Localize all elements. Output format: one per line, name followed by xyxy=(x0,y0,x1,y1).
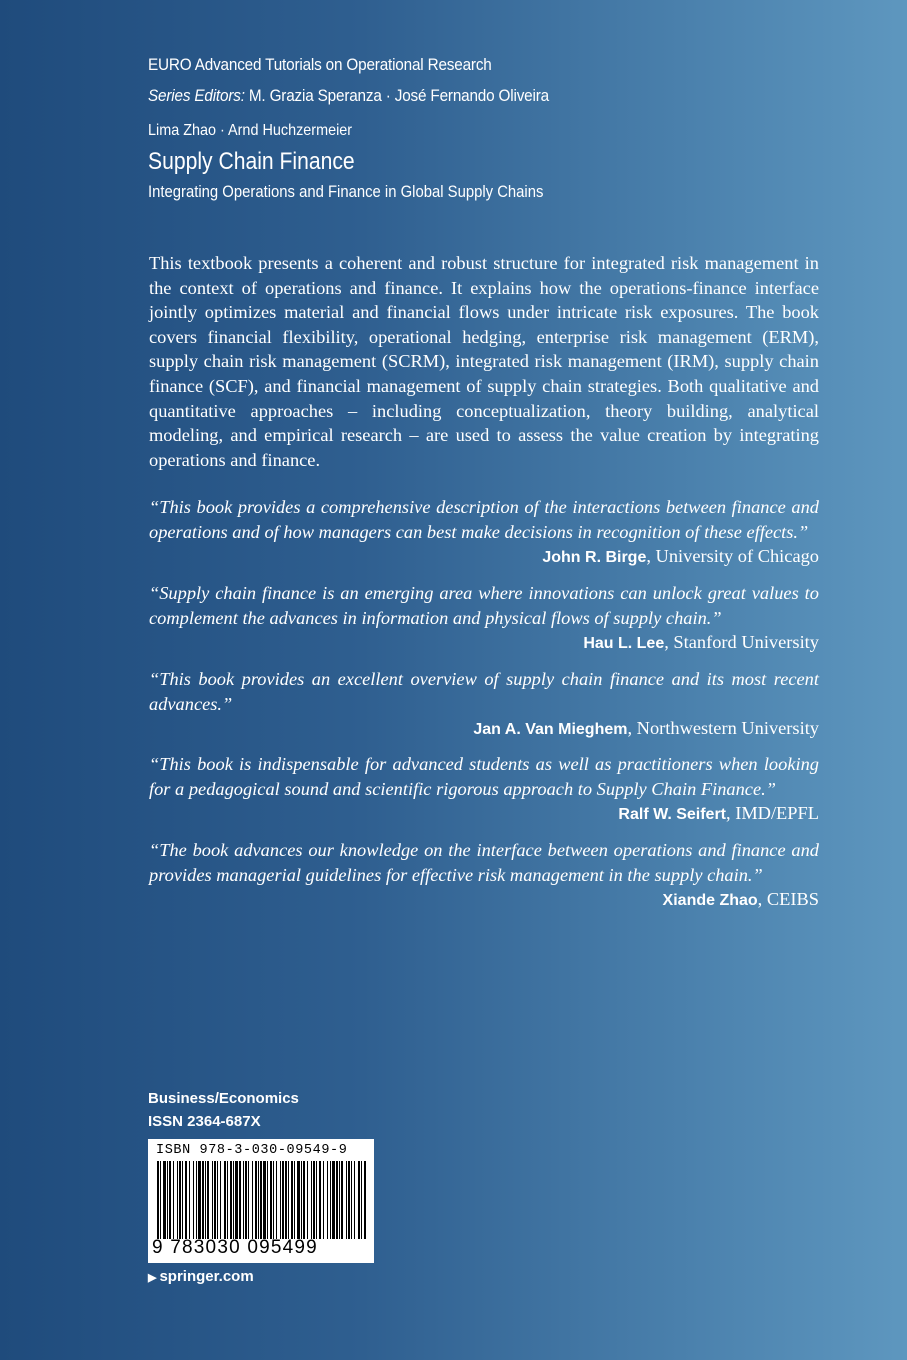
series-editors xyxy=(148,86,549,106)
quote-affiliation: , IMD/EPFL xyxy=(726,803,819,824)
barcode-bar xyxy=(327,1161,328,1239)
quote-attribution xyxy=(149,801,819,828)
barcode-bar xyxy=(351,1161,352,1239)
barcode-bar xyxy=(341,1161,343,1239)
barcode-bar xyxy=(258,1161,259,1239)
series-editors-label: Series Editors: xyxy=(148,86,245,105)
barcode-bar xyxy=(214,1161,216,1239)
barcode-bar xyxy=(361,1161,362,1239)
series-title: EURO Advanced Tutorials on Operational Research xyxy=(148,55,492,74)
isbn-text: ISBN 978-3-030-09549-9 xyxy=(156,1143,348,1158)
quote-text: “The book advances our knowledge on the interface between operations and finance and provides managerial guidelines for effective risk management in the supply chain.” xyxy=(149,840,819,885)
barcode-bar xyxy=(285,1161,287,1239)
barcode-bar xyxy=(217,1161,218,1239)
quote-affiliation: , Northwestern University xyxy=(627,718,819,739)
barcode-bar xyxy=(291,1161,293,1239)
barcode-bar xyxy=(173,1161,174,1239)
barcode-bar xyxy=(177,1161,178,1239)
endorsement-quote xyxy=(149,581,819,657)
barcode-bar xyxy=(354,1161,355,1239)
barcode-bar xyxy=(243,1161,244,1239)
quote-attribution xyxy=(149,544,819,571)
quote-person: John R. Birge xyxy=(542,549,647,567)
barcode-bar xyxy=(294,1161,295,1239)
barcode-bar xyxy=(346,1161,347,1239)
quote-text: “This book provides an excellent overview of supply chain finance and its most recent advances.” xyxy=(149,669,819,714)
barcode-bar xyxy=(202,1161,204,1239)
quote-text: “Supply chain finance is an emerging area where innovations can unlock great values to complement the advances in information and physical flows of supply chain.” xyxy=(149,583,819,628)
barcode-bar xyxy=(239,1161,241,1239)
book-authors: Lima Zhao · Arnd Huchzermeier xyxy=(148,122,353,139)
barcode-bar xyxy=(179,1161,181,1239)
barcode-bar xyxy=(163,1161,166,1239)
quote-affiliation: , University of Chicago xyxy=(646,546,819,567)
publisher-website-text: springer.com xyxy=(159,1268,254,1285)
barcode-bar xyxy=(182,1161,183,1239)
barcode-bar xyxy=(270,1161,272,1239)
quote-person: Jan A. Van Mieghem xyxy=(473,721,628,739)
barcode-bar xyxy=(167,1161,168,1239)
barcode-bar xyxy=(280,1161,281,1239)
barcode-bar xyxy=(319,1161,321,1239)
barcode-bar xyxy=(263,1161,266,1239)
barcode-bar xyxy=(157,1161,159,1239)
quote-person: Xiande Zhao xyxy=(662,892,758,910)
endorsement-quote xyxy=(149,838,819,914)
quote-person: Hau L. Lee xyxy=(583,635,665,653)
barcode-bar xyxy=(260,1161,262,1239)
barcode-bar xyxy=(185,1161,187,1239)
barcode-bar xyxy=(332,1161,335,1239)
endorsement-quote xyxy=(149,667,819,743)
barcode-bar xyxy=(267,1161,268,1239)
barcode-bar xyxy=(189,1161,190,1239)
barcode-bar xyxy=(303,1161,305,1239)
barcode-bar xyxy=(276,1161,277,1239)
barcode-bar xyxy=(224,1161,226,1239)
quote-attribution xyxy=(149,887,819,914)
barcode-bar xyxy=(301,1161,302,1239)
barcode-bar xyxy=(198,1161,201,1239)
barcode-bar xyxy=(255,1161,257,1239)
barcode-bar xyxy=(323,1161,324,1239)
barcode-bar xyxy=(282,1161,284,1239)
barcode-bar xyxy=(248,1161,249,1239)
endorsement-quote xyxy=(149,752,819,828)
barcode-bar xyxy=(348,1161,350,1239)
quote-affiliation: , Stanford University xyxy=(664,632,819,653)
barcode-bar xyxy=(220,1161,221,1239)
barcode-bar xyxy=(297,1161,300,1239)
barcode-bar xyxy=(316,1161,317,1239)
issn-number: ISSN 2364-687X xyxy=(148,1113,261,1130)
endorsement-quote xyxy=(149,495,819,571)
barcode-bar xyxy=(339,1161,340,1239)
barcode-bar xyxy=(233,1161,234,1239)
barcode-bar xyxy=(160,1161,161,1239)
quote-text: “This book provides a comprehensive description of the interactions between finance and operations and of how managers can best make decisions in recognition of these effects.” xyxy=(149,497,819,542)
quote-attribution xyxy=(149,630,819,657)
quote-attribution xyxy=(149,716,819,743)
series-editors-names: M. Grazia Speranza · José Fernando Oliveira xyxy=(248,86,549,105)
barcode-bar xyxy=(311,1161,312,1239)
book-subtitle: Integrating Operations and Finance in Global Supply Chains xyxy=(148,183,544,201)
barcode-bar xyxy=(169,1161,171,1239)
barcode-bar xyxy=(336,1161,338,1239)
quote-text: “This book is indispensable for advanced students as well as practitioners when looking for a pedagogical sound and scientific rigorous approach to Supply Chain Finance.” xyxy=(149,754,819,799)
barcode-bar xyxy=(235,1161,238,1239)
triangle-right-icon: ▶ xyxy=(148,1272,157,1284)
barcode-bar xyxy=(193,1161,194,1239)
barcode-bar xyxy=(307,1161,308,1239)
barcode-bar xyxy=(313,1161,315,1239)
book-category: Business/Economics xyxy=(148,1090,299,1107)
isbn-barcode xyxy=(148,1139,374,1263)
barcode-bar xyxy=(205,1161,206,1239)
barcode-bar xyxy=(358,1161,360,1239)
book-description: This textbook presents a coherent and robust structure for integrated risk management in the context of operations and finance. It explains how the operations-finance interface jointly optimizes material and financial flows under intricate risk exposures. The book covers financial flexibility, operational hedging, enterprise risk management (ERM), supply chain risk management (SCRM), integrated risk management (IRM), supply chain finance (SCF), and financial management of supply chain strategies. Both qualitative and quantitative approaches – including conceptualization, theory building, analytical modeling, and empirical research – are used to assess the value creation by integrating operations and finance. xyxy=(149,253,819,470)
barcode-bar xyxy=(364,1161,366,1239)
barcode-bar xyxy=(207,1161,209,1239)
barcode-bars xyxy=(156,1161,366,1239)
publisher-website[interactable] xyxy=(148,1268,254,1285)
quote-affiliation: , CEIBS xyxy=(757,889,819,910)
barcode-bar xyxy=(196,1161,197,1239)
barcode-bar xyxy=(273,1161,274,1239)
book-title: Supply Chain Finance xyxy=(148,148,355,175)
barcode-bar xyxy=(330,1161,331,1239)
barcode-bar xyxy=(212,1161,213,1239)
barcode-bar xyxy=(245,1161,247,1239)
barcode-bar xyxy=(252,1161,253,1239)
barcode-bar xyxy=(288,1161,289,1239)
ean-digits: 9 783030 095499 xyxy=(152,1237,318,1258)
quote-person: Ralf W. Seifert xyxy=(618,806,726,824)
barcode-bar xyxy=(230,1161,232,1239)
barcode-bar xyxy=(227,1161,228,1239)
